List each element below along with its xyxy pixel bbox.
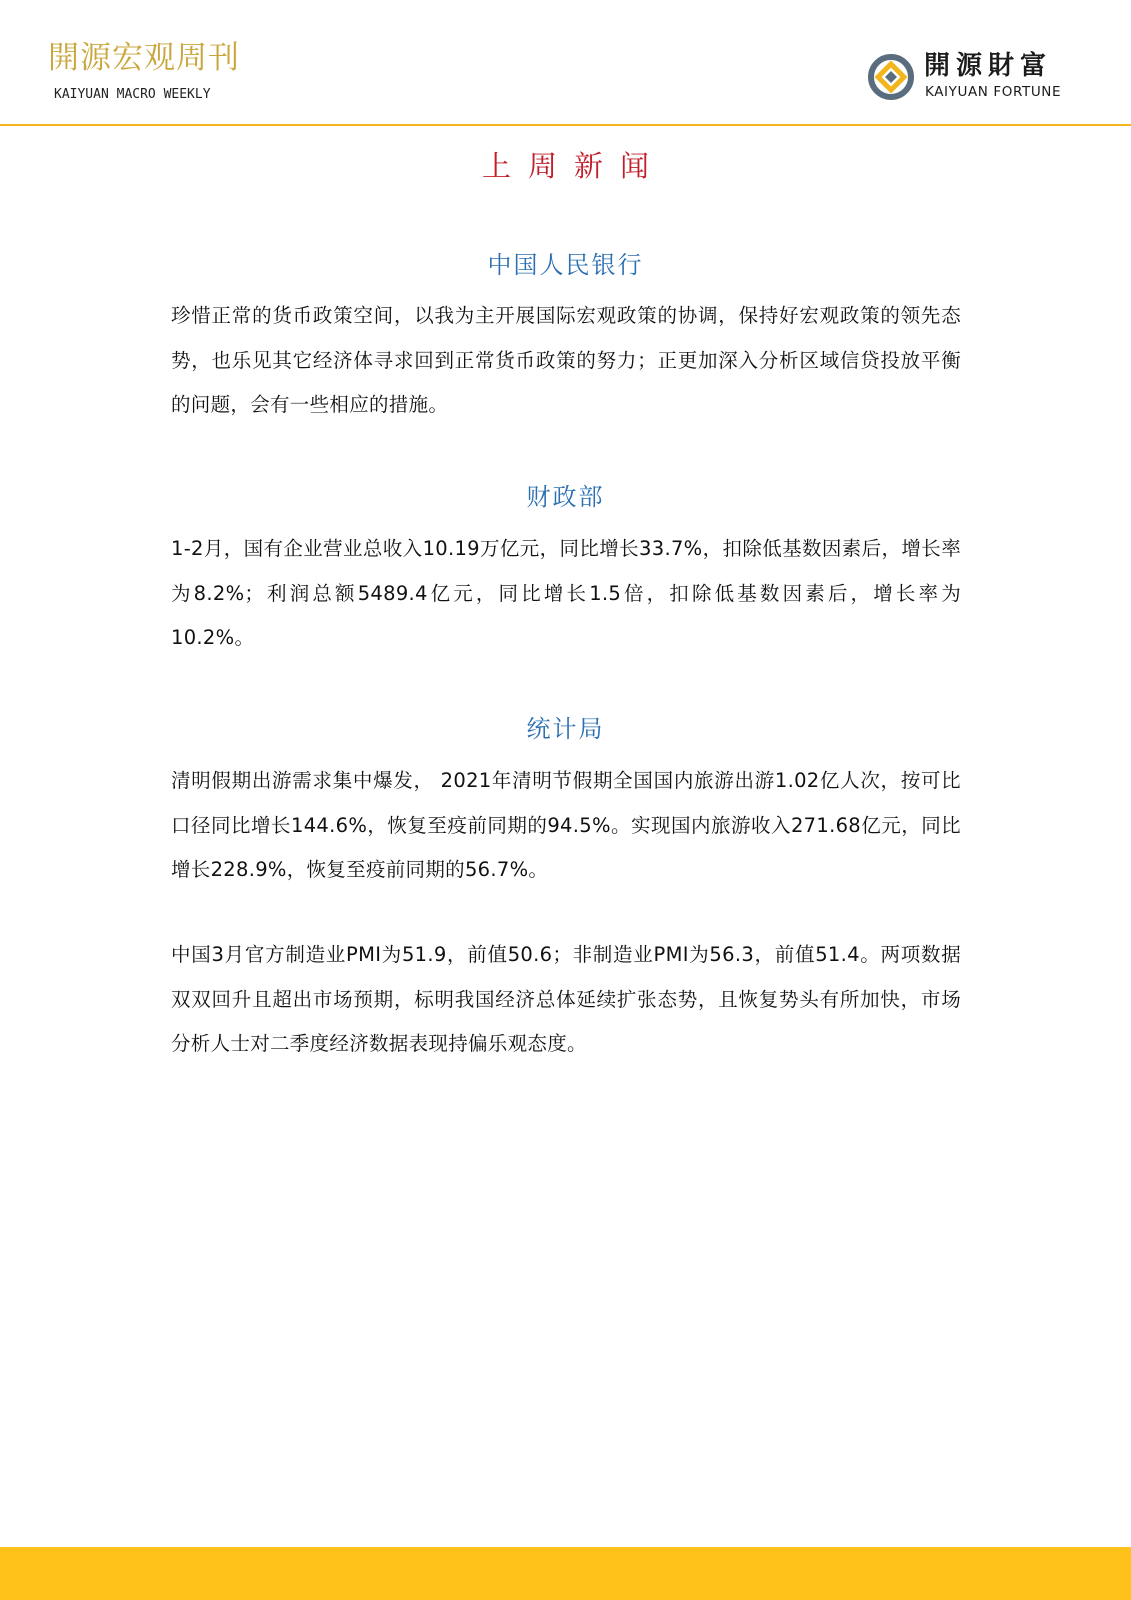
kaiyuan-logo-icon [866, 52, 916, 102]
header-divider [0, 124, 1131, 126]
publication-subtitle: KAIYUAN MACRO WEEKLY [54, 87, 211, 102]
logo-text-cn: 開源財富 [924, 51, 1053, 81]
section-title-mof: 财政部 [526, 483, 605, 511]
page-header [0, 0, 1131, 128]
logo-text-en: KAIYUAN FORTUNE [925, 84, 1062, 100]
section-title-nbs: 统计局 [526, 715, 605, 743]
footer-bar [0, 1547, 1131, 1600]
paragraph-pboc: 珍惜正常的货币政策空间，以我为主开展国际宏观政策的协调，保持好宏观政策的领先态势，也乐见其它经济体寻求回到正常货币政策的努力；正更加深入分析区域信贷投放平衡的问题，会有一些相应的措施。 [171, 304, 961, 416]
paragraph-nbs-tourism: 清明假期出游需求集中爆发， 2021年清明节假期全国国内旅游出游1.02亿人次，按可比口径同比增长144.6%，恢复至疫前同期的94.5%。实现国内旅游收入271.68亿元，同比增长228.9%，恢复至疫前同期的56.7%。 [171, 769, 961, 881]
company-logo [866, 50, 1086, 106]
paragraph-mof: 1-2月，国有企业营业总收入10.19万亿元，同比增长33.7%，扣除低基数因素后，增长率为8.2%；利润总额5489.4亿元，同比增长1.5倍，扣除低基数因素后，增长率为10.2%。 [171, 537, 961, 649]
paragraph-nbs-pmi: 中国3月官方制造业PMI为51.9，前值50.6；非制造业PMI为56.3，前值51.4。两项数据双双回升且超出市场预期，标明我国经济总体延续扩张态势，且恢复势头有所加快，市场分析人士对二季度经济数据表现持偏乐观态度。 [171, 943, 961, 1055]
section-title-pboc: 中国人民银行 [487, 251, 644, 279]
publication-title: 開源宏观周刊 [48, 40, 240, 76]
page-title: 上周新闻 [481, 149, 666, 183]
